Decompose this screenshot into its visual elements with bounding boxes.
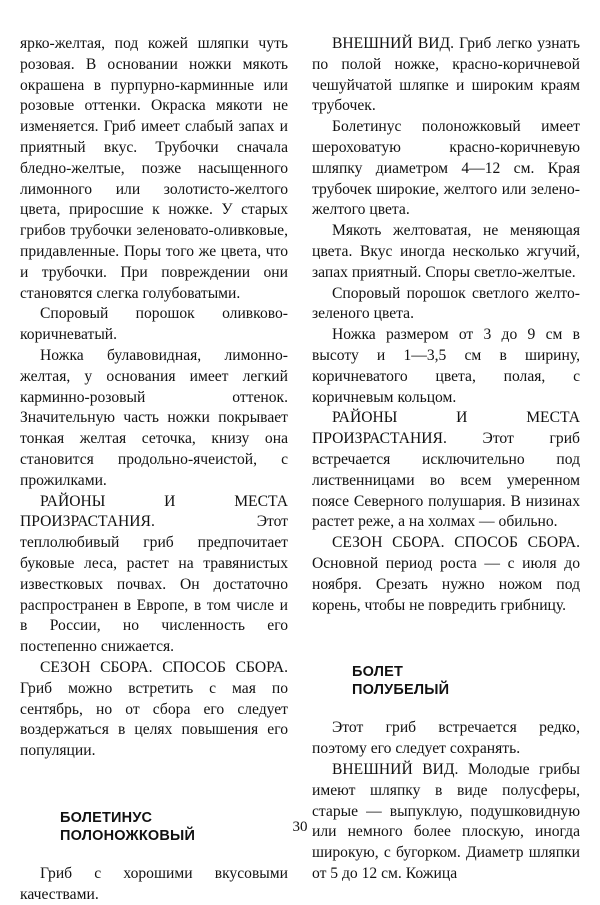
paragraph: СЕЗОН СБОРА. СПОСОБ СБОРА. Основной период роста — с июля до ноября. Срезать нужно ножом под корень, чтобы не повредить грибницу. bbox=[312, 534, 580, 614]
spacer bbox=[312, 699, 580, 718]
heading-line: БОЛЕТ bbox=[352, 664, 404, 681]
paragraph: ярко-желтая, под кожей шляпки чуть розовая. В основании ножки мякоть окрашена в пурпурно-карминные или розовые оттенки. Окраска мякоти не изменяется. Гриб имеет слабый запах и приятный вкус. Трубочки сначала бледно-желтые, позже насыщенного лимонного или золотисто-желтого цвета, приросшие к ножке. У старых грибов трубочки зеленовато-оливковые, придавленные. Поры того же цвета, что и трубочки. При повреждении они становятся слегка голубоватыми. bbox=[20, 35, 288, 302]
paragraph: Споровый порошок светлого желто-зеленого цвета. bbox=[312, 284, 580, 323]
paragraph: СЕЗОН СБОРА. СПОСОБ СБОРА. Гриб можно встретить с мая по сентябрь, но от сбора его следует воздержаться в целях повышения его популяции. bbox=[20, 658, 288, 760]
paragraph: Споровый порошок оливково-коричневатый. bbox=[20, 305, 288, 344]
paragraph: РАЙОНЫ И МЕСТА ПРОИЗРАСТАНИЯ. Этот теплолюбивый гриб предпочитает буковые леса, растет на травянистых известковых почвах. Он достаточно распространен в Европе, в том числе и в России, но численность его постепенно снижается. bbox=[20, 492, 288, 656]
paragraph: Гриб с хорошими вкусовыми качествами. bbox=[20, 864, 288, 903]
right-column bbox=[312, 34, 580, 885]
left-column bbox=[20, 34, 288, 905]
paragraph: Ножка булавовидная, лимонно-желтая, у основания имеет легкий карминно-розовый оттенок. Значительную часть ножки покрывает тонкая желтая сеточка, книзу она становится продольно-ячеистой, с прожилками. bbox=[20, 346, 288, 489]
heading-line: БОЛЕТИНУС bbox=[60, 809, 153, 826]
section-heading-bolet bbox=[352, 663, 580, 699]
paragraph: Ножка размером от 3 до 9 см в высоту и 1—3,5 см в ширину, коричневатого цвета, полая, с коричневым кольцом. bbox=[312, 326, 580, 406]
paragraph: Болетинус полоножковый имеет шероховатую красно-коричневую шляпку диаметром 4—12 см. Края трубочек широкие, желтого или зелено-желтого цвета. bbox=[312, 118, 580, 219]
paragraph: ВНЕШНИЙ ВИД. Молодые грибы имеют шляпку в виде полусферы, старые — выпуклую, подушковидную или немного более плоскую, иногда широкую, с бугорком. Диаметр шляпки от 5 до 12 см. Кожица bbox=[312, 760, 580, 882]
spacer bbox=[20, 762, 288, 809]
paragraph: Этот гриб встречается редко, поэтому его следует сохранять. bbox=[312, 719, 580, 758]
heading-line: ПОЛОНОЖКОВЫЙ bbox=[60, 827, 196, 844]
paragraph: РАЙОНЫ И МЕСТА ПРОИЗРАСТАНИЯ. Этот гриб встречается исключительно под лиственницами во всем умеренном поясе Северного полушария. В низинах растет реже, а на холмах — обильно. bbox=[312, 409, 580, 531]
paragraph: ВНЕШНИЙ ВИД. Гриб легко узнать по полой ножке, красно-коричневой чешуйчатой шляпке и широким краям трубочек. bbox=[312, 35, 580, 115]
page-number: 30 bbox=[292, 819, 308, 835]
spacer bbox=[312, 616, 580, 663]
heading-line: ПОЛУБЕЛЫЙ bbox=[352, 682, 450, 699]
paragraph: Мякоть желтоватая, не меняющая цвета. Вкус иногда несколько жгучий, запах приятный. Споры светло-желтые. bbox=[312, 222, 580, 281]
